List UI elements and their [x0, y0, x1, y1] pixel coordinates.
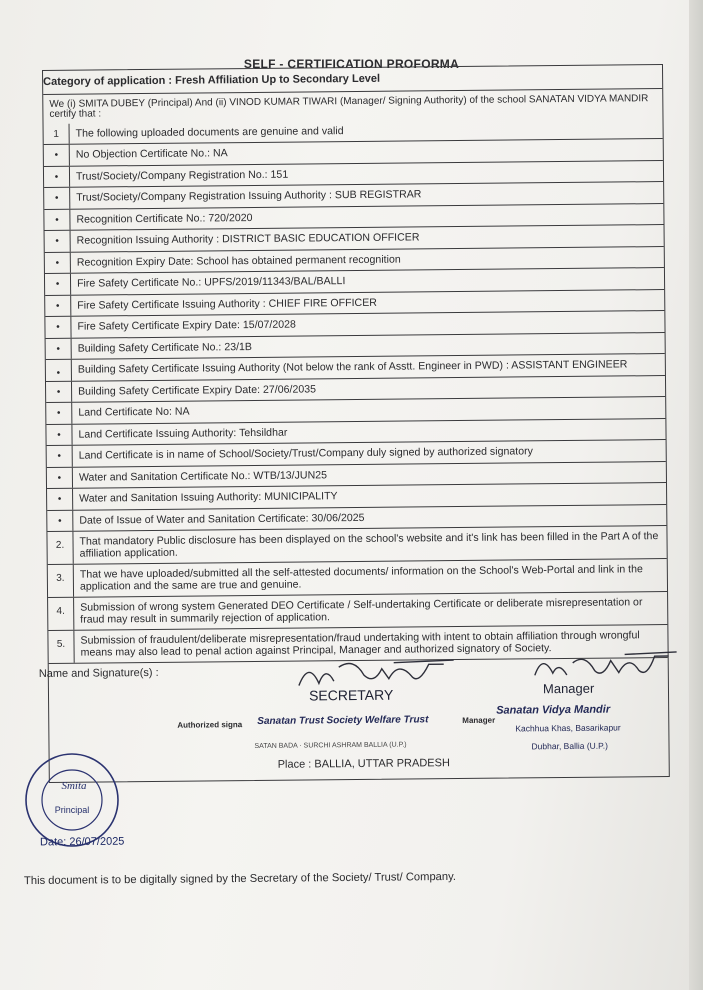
row-number: •	[46, 424, 72, 445]
row-number: •	[45, 295, 71, 316]
row-number: •	[45, 231, 71, 252]
row-number: •	[45, 274, 71, 295]
row-number: 5.	[48, 631, 74, 663]
row-number: •	[45, 317, 71, 338]
row-number: •	[47, 467, 73, 488]
row-text: Recognition Issuing Authority : DISTRICT BASIC EDUCATION OFFICER	[76, 231, 420, 247]
row-number: •	[44, 188, 70, 209]
row-text: That we have uploaded/submitted all the self-attested documents/ information on the School's Web-Portal and link in the application and the same are true and genuine.	[79, 563, 643, 593]
manager-label: Manager	[462, 715, 496, 725]
manager-stamp-line2: Kachhua Khas, Basarikapur	[515, 722, 621, 734]
row-text: Fire Safety Certificate Expiry Date: 15/07/2028	[77, 318, 296, 333]
intro-statement: We (i) SMITA DUBEY (Principal) And (ii) VINOD KUMAR TIWARI (Manager/ Signing Authority) of the school SANATAN VIDYA MANDIR certify that :	[43, 88, 662, 124]
row-number: •	[44, 209, 70, 230]
row-text: Water and Sanitation Issuing Authority: MUNICIPALITY	[79, 490, 338, 505]
row-text: Land Certificate is in name of School/Society/Trust/Company duly signed by authorized signatory	[78, 445, 533, 462]
table-body	[44, 118, 668, 663]
row-number: 2.	[47, 532, 73, 564]
date: Date: 26/07/2025	[39, 835, 125, 849]
row-text: Trust/Society/Company Registration Issuing Authority : SUB REGISTRAR	[76, 188, 422, 204]
row-text: Land Certificate Issuing Authority: Tehsildhar	[78, 426, 288, 441]
row-number: •	[47, 446, 73, 467]
row-text: Submission of wrong system Generated DEO Certificate / Self-undertaking Certificate or deliberate misrepresentation or fraud may result in summarily rejection of application.	[80, 596, 643, 626]
table-row	[47, 525, 666, 564]
row-text: Water and Sanitation Certificate No.: WTB/13/JUN25	[78, 468, 328, 484]
row-number: •	[46, 338, 72, 359]
row-number: •	[46, 403, 72, 424]
row-text: Building Safety Certificate No.: 23/1B	[77, 340, 253, 355]
row-number: •	[45, 252, 71, 273]
category-heading: Category of application : Fresh Affiliation Up to Secondary Level	[43, 72, 381, 88]
row-number: 1	[44, 123, 70, 144]
trust-stamp: Sanatan Trust Society Welfare Trust	[257, 714, 429, 727]
place: Place : BALLIA, UTTAR PRADESH	[277, 757, 450, 771]
table-row	[48, 558, 667, 597]
form-title: SELF - CERTIFICATION PROFORMA	[243, 57, 460, 71]
row-text: Fire Safety Certificate Issuing Authority : CHIEF FIRE OFFICER	[77, 296, 377, 312]
row-text: Recognition Expiry Date: School has obtained permanent recognition	[76, 253, 401, 269]
principal-signature: Smita	[61, 780, 87, 792]
row-text: Building Safety Certificate Issuing Authority (Not below the rank of Asstt. Engineer in PWD) : ASSISTANT ENGINEER	[77, 358, 628, 376]
row-number: •	[47, 510, 73, 531]
trust-address: SATAN BADA · SURCHI ASHRAM BALLIA (U.P.)	[254, 741, 407, 750]
row-text: Building Safety Certificate Expiry Date: 27/06/2035	[78, 382, 317, 398]
row-number: 3.	[48, 565, 74, 597]
authorized-signatory-label: Authorized signa	[177, 720, 243, 730]
page-edge	[689, 0, 703, 990]
signature-area	[38, 657, 669, 782]
row-number: •	[46, 381, 72, 402]
row-number: •	[44, 166, 70, 187]
row-text: That mandatory Public disclosure has been displayed on the school's website and it's link has been filled in the Part A of the affiliation application.	[79, 530, 659, 560]
signature-label: Name and Signature(s) :	[38, 666, 159, 681]
principal-stamp-label: Principal	[54, 805, 90, 815]
footer-note: This document is to be digitally signed by the Secretary of the Society/ Trust/ Company.	[23, 870, 457, 888]
manager-role: Manager	[542, 680, 595, 697]
row-text: Date of Issue of Water and Sanitation Certificate: 30/06/2025	[79, 511, 365, 527]
row-text: Trust/Society/Company Registration No.: 151	[75, 168, 289, 183]
certification-table	[38, 64, 670, 783]
row-number: •	[44, 145, 70, 166]
row-text: The following uploaded documents are genuine and valid	[75, 124, 344, 140]
row-text: Submission of fraudulent/deliberate misrepresentation/fraud undertaking with intent to obtain affiliation through wrongful means may also lead to penal action against Principal, Manager and authorized signatory of Society.	[80, 629, 640, 659]
table-row	[48, 591, 667, 630]
secretary-role: SECRETARY	[308, 686, 394, 704]
row-number: 4.	[48, 598, 74, 630]
row-text: Recognition Certificate No.: 720/2020	[76, 211, 253, 226]
row-text: Fire Safety Certificate No.: UPFS/2019/11343/BAL/BALLI	[76, 275, 346, 290]
row-number: •	[47, 489, 73, 510]
manager-stamp-line1: Sanatan Vidya Mandir	[496, 703, 611, 717]
row-text: No Objection Certificate No.: NA	[75, 147, 228, 161]
manager-stamp-line3: Dubhar, Ballia (U.P.)	[531, 740, 608, 752]
row-text: Land Certificate No: NA	[78, 405, 190, 419]
row-number: •	[46, 360, 72, 381]
